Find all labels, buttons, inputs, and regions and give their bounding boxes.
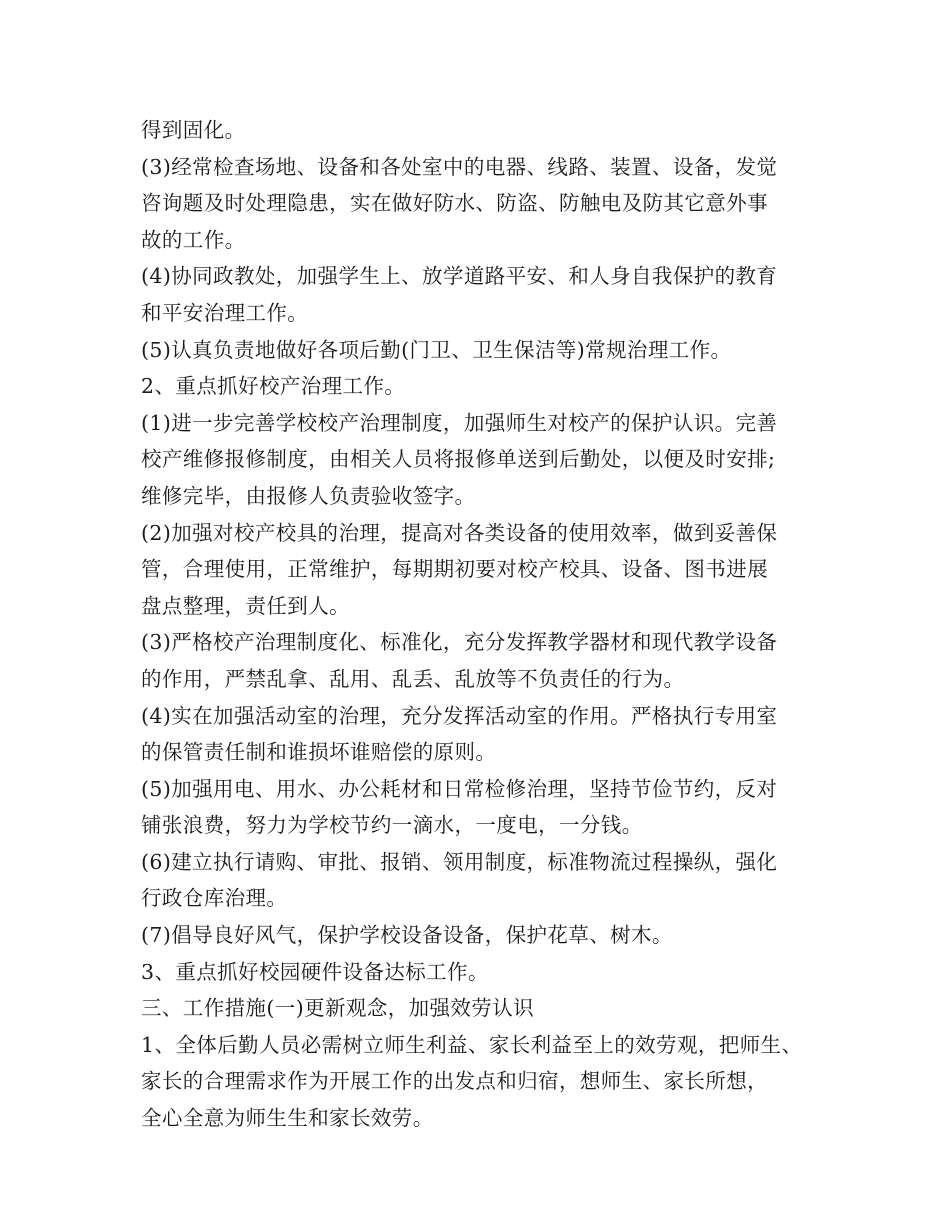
- text-line: 咨询题及时处理隐患，实在做好防水、防盗、防触电及防其它意外事: [141, 191, 768, 216]
- text-line: 管，合理使用，正常维护，每期期初要对校产校具、设备、图书进展: [141, 557, 768, 582]
- section-heading: 三、工作措施(一)更新观念，加强效劳认识: [141, 996, 534, 1021]
- text-line: (7)倡导良好风气，保护学校设备设备，保护花草、树木。: [141, 923, 673, 948]
- text-line: 的保管责任制和谁损坏谁赔偿的原则。: [141, 740, 497, 765]
- text-line: (1)进一步完善学校校产治理制度，加强师生对校产的保护认识。完善: [141, 410, 778, 435]
- text-line: (5)认真负责地做好各项后勤(门卫、卫生保洁等)常规治理工作。: [141, 337, 732, 362]
- text-line: 全心全意为师生生和家长效劳。: [141, 1106, 434, 1131]
- text-line: (5)加强用电、用水、办公耗材和日常检修治理，坚持节俭节约，反对: [141, 776, 778, 801]
- text-line: 家长的合理需求作为开展工作的出发点和归宿，想师生、家长所想，: [141, 1069, 768, 1094]
- text-line: 校产维修报修制度，由相关人员将报修单送到后勤处，以便及时安排;: [141, 447, 776, 472]
- text-line: 盘点整理，责任到人。: [141, 593, 350, 618]
- text-line: 的作用，严禁乱拿、乱用、乱丢、乱放等不负责任的行为。: [141, 666, 685, 691]
- text-line: (4)实在加强活动室的治理，充分发挥活动室的作用。严格执行专用室: [141, 703, 778, 728]
- text-line: 1、全体后勤人员必需树立师生利益、家长利益至上的效劳观，把师生、: [141, 1032, 803, 1057]
- document-body: [141, 112, 831, 1137]
- section-heading: 2、重点抓好校产治理工作。: [141, 374, 406, 399]
- text-line: 维修完毕，由报修人负责验收签字。: [141, 483, 476, 508]
- text-line: 行政仓库治理。: [141, 886, 288, 911]
- text-line: (2)加强对校产校具的治理，提高对各类设备的使用效率，做到妥善保: [141, 520, 778, 545]
- text-line: (4)协同政教处，加强学生上、放学道路平安、和人身自我保护的教育: [141, 264, 778, 289]
- section-heading: 3、重点抓好校园硬件设备达标工作。: [141, 959, 489, 984]
- text-line: 铺张浪费，努力为学校节约一滴水，一度电，一分钱。: [141, 813, 643, 838]
- text-line: (3)严格校产治理制度化、标准化，充分发挥教学器材和现代教学设备: [141, 630, 778, 655]
- text-line: 得到固化。: [141, 118, 246, 142]
- text-line: (3)经常检查场地、设备和各处室中的电器、线路、装置、设备，发觉: [141, 154, 778, 179]
- text-line: 故的工作。: [141, 227, 246, 252]
- text-line: (6)建立执行请购、审批、报销、领用制度，标准物流过程操纵，强化: [141, 849, 778, 874]
- text-line: 和平安治理工作。: [141, 300, 309, 325]
